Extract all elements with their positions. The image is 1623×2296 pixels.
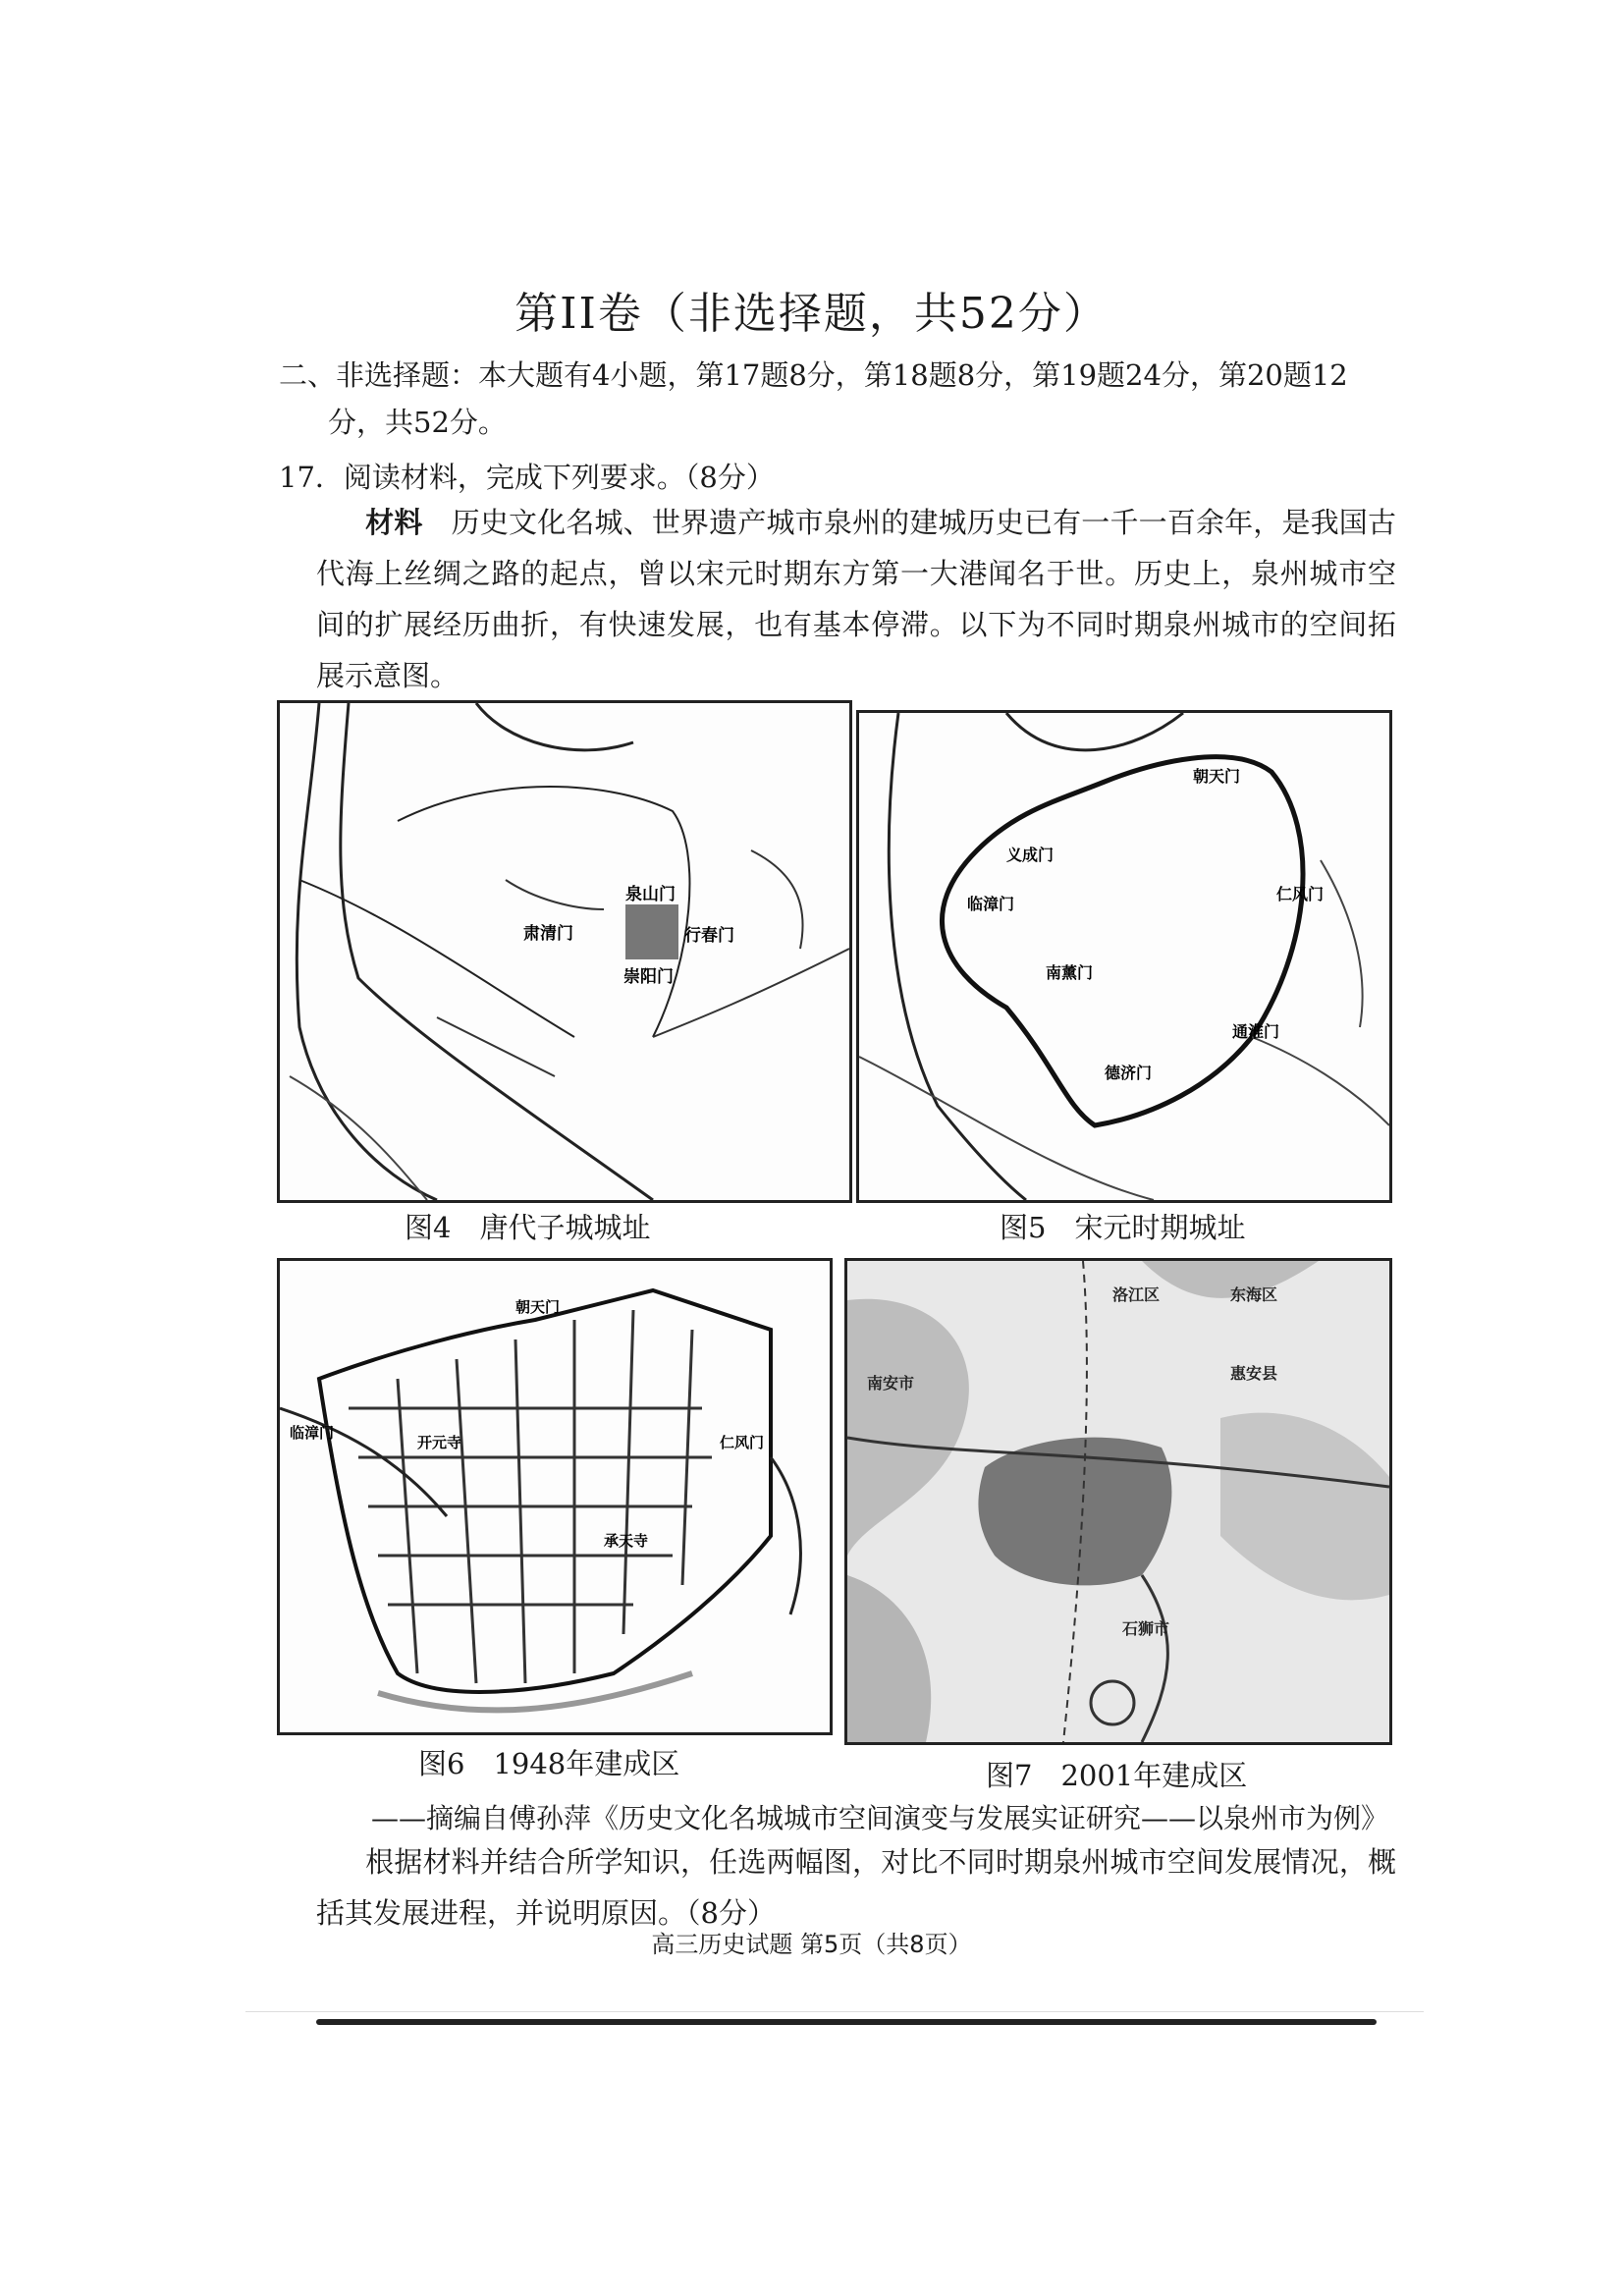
figure-7-map: [844, 1258, 1392, 1745]
map-label-tonghuai-gate: 通淮门: [1232, 1022, 1280, 1041]
figure-4-map: [277, 700, 852, 1203]
map-label-donghai-district: 东海区: [1230, 1285, 1278, 1304]
map-label-renfeng-gate-1948: 仁风门: [720, 1434, 765, 1451]
material-label: 材料: [365, 506, 423, 539]
bottom-rule: [316, 2019, 1377, 2025]
map-label-nanan-city: 南安市: [867, 1374, 915, 1393]
map-label-luojiang-district: 洛江区: [1112, 1285, 1161, 1304]
map-label-chaotian-gate-1948: 朝天门: [515, 1298, 561, 1316]
instructions-line2: 分，共52分。: [328, 406, 507, 439]
map-label-quanshan-gate: 泉山门: [625, 885, 676, 904]
map-label-linzhang-gate: 临漳门: [967, 895, 1015, 913]
built-area-1948-map: [280, 1261, 830, 1732]
map-label-kaiyuan-temple: 开元寺: [417, 1434, 462, 1451]
map-label-deji-gate: 德济门: [1105, 1064, 1153, 1082]
page-footer: 高三历史试题 第5页（共8页）: [651, 1931, 972, 1958]
material-text: 历史文化名城、世界遗产城市泉州的建城历史已有一千一百余年，是我国古代海上丝绸之路的起点，曾以宋元时期东方第一大港闻名于世。历史上，泉州城市空间的扩展经历曲折，有快速发展，也有基本停滞。以下为不同时期泉州城市的空间拓展示意图。: [316, 506, 1396, 692]
figure-4-caption: 图4 唐代子城城址: [405, 1211, 651, 1244]
map-label-renfeng-gate: 仁风门: [1276, 885, 1325, 903]
material-paragraph: [316, 497, 1396, 701]
map-label-nanxun-gate: 南薰门: [1046, 963, 1094, 982]
tang-city-map: [280, 703, 849, 1200]
map-label-chaotian-gate: 朝天门: [1193, 767, 1241, 786]
figure-6-caption: 图6 1948年建成区: [418, 1747, 680, 1780]
map-label-huian-county: 惠安县: [1230, 1364, 1278, 1383]
section-title: 第II卷（非选择题，共52分）: [514, 289, 1109, 339]
map-label-xingchun-gate: 行春门: [684, 926, 734, 946]
figure-5-caption: 图5 宋元时期城址: [1000, 1211, 1246, 1244]
figure-7-caption: 图7 2001年建成区: [986, 1759, 1248, 1792]
instructions-line1: 二、非选择题：本大题有4小题，第17题8分，第18题8分，第19题24分，第20题12: [279, 358, 1348, 392]
map-label-chongyang-gate: 崇阳门: [623, 967, 674, 987]
zicheng-block: [625, 904, 678, 959]
task-text: 根据材料并结合所学知识，任选两幅图，对比不同时期泉州城市空间发展情况，概括其发展进程，并说明原因。（8分）: [316, 1845, 1396, 1930]
map-label-linzhang-gate-1948: 临漳门: [290, 1424, 335, 1442]
map-label-shishi-city: 石狮市: [1122, 1619, 1170, 1638]
song-yuan-city-map: [859, 713, 1389, 1200]
map-label-yicheng-gate: 义成门: [1006, 846, 1055, 864]
built-area-2001-map: [847, 1261, 1389, 1742]
source-attribution: ——摘编自傅孙萍《历史文化名城城市空间演变与发展实证研究——以泉州市为例》: [371, 1802, 1389, 1834]
task-paragraph: [316, 1836, 1396, 1939]
figure-6-map: [277, 1258, 833, 1735]
map-label-chengtian-temple: 承天寺: [604, 1532, 649, 1550]
bottom-divider: [245, 2011, 1424, 2012]
question-header: 17．阅读材料，完成下列要求。（8分）: [279, 461, 775, 494]
map-label-suqing-gate: 肃清门: [523, 924, 573, 944]
figure-5-map: [856, 710, 1392, 1203]
